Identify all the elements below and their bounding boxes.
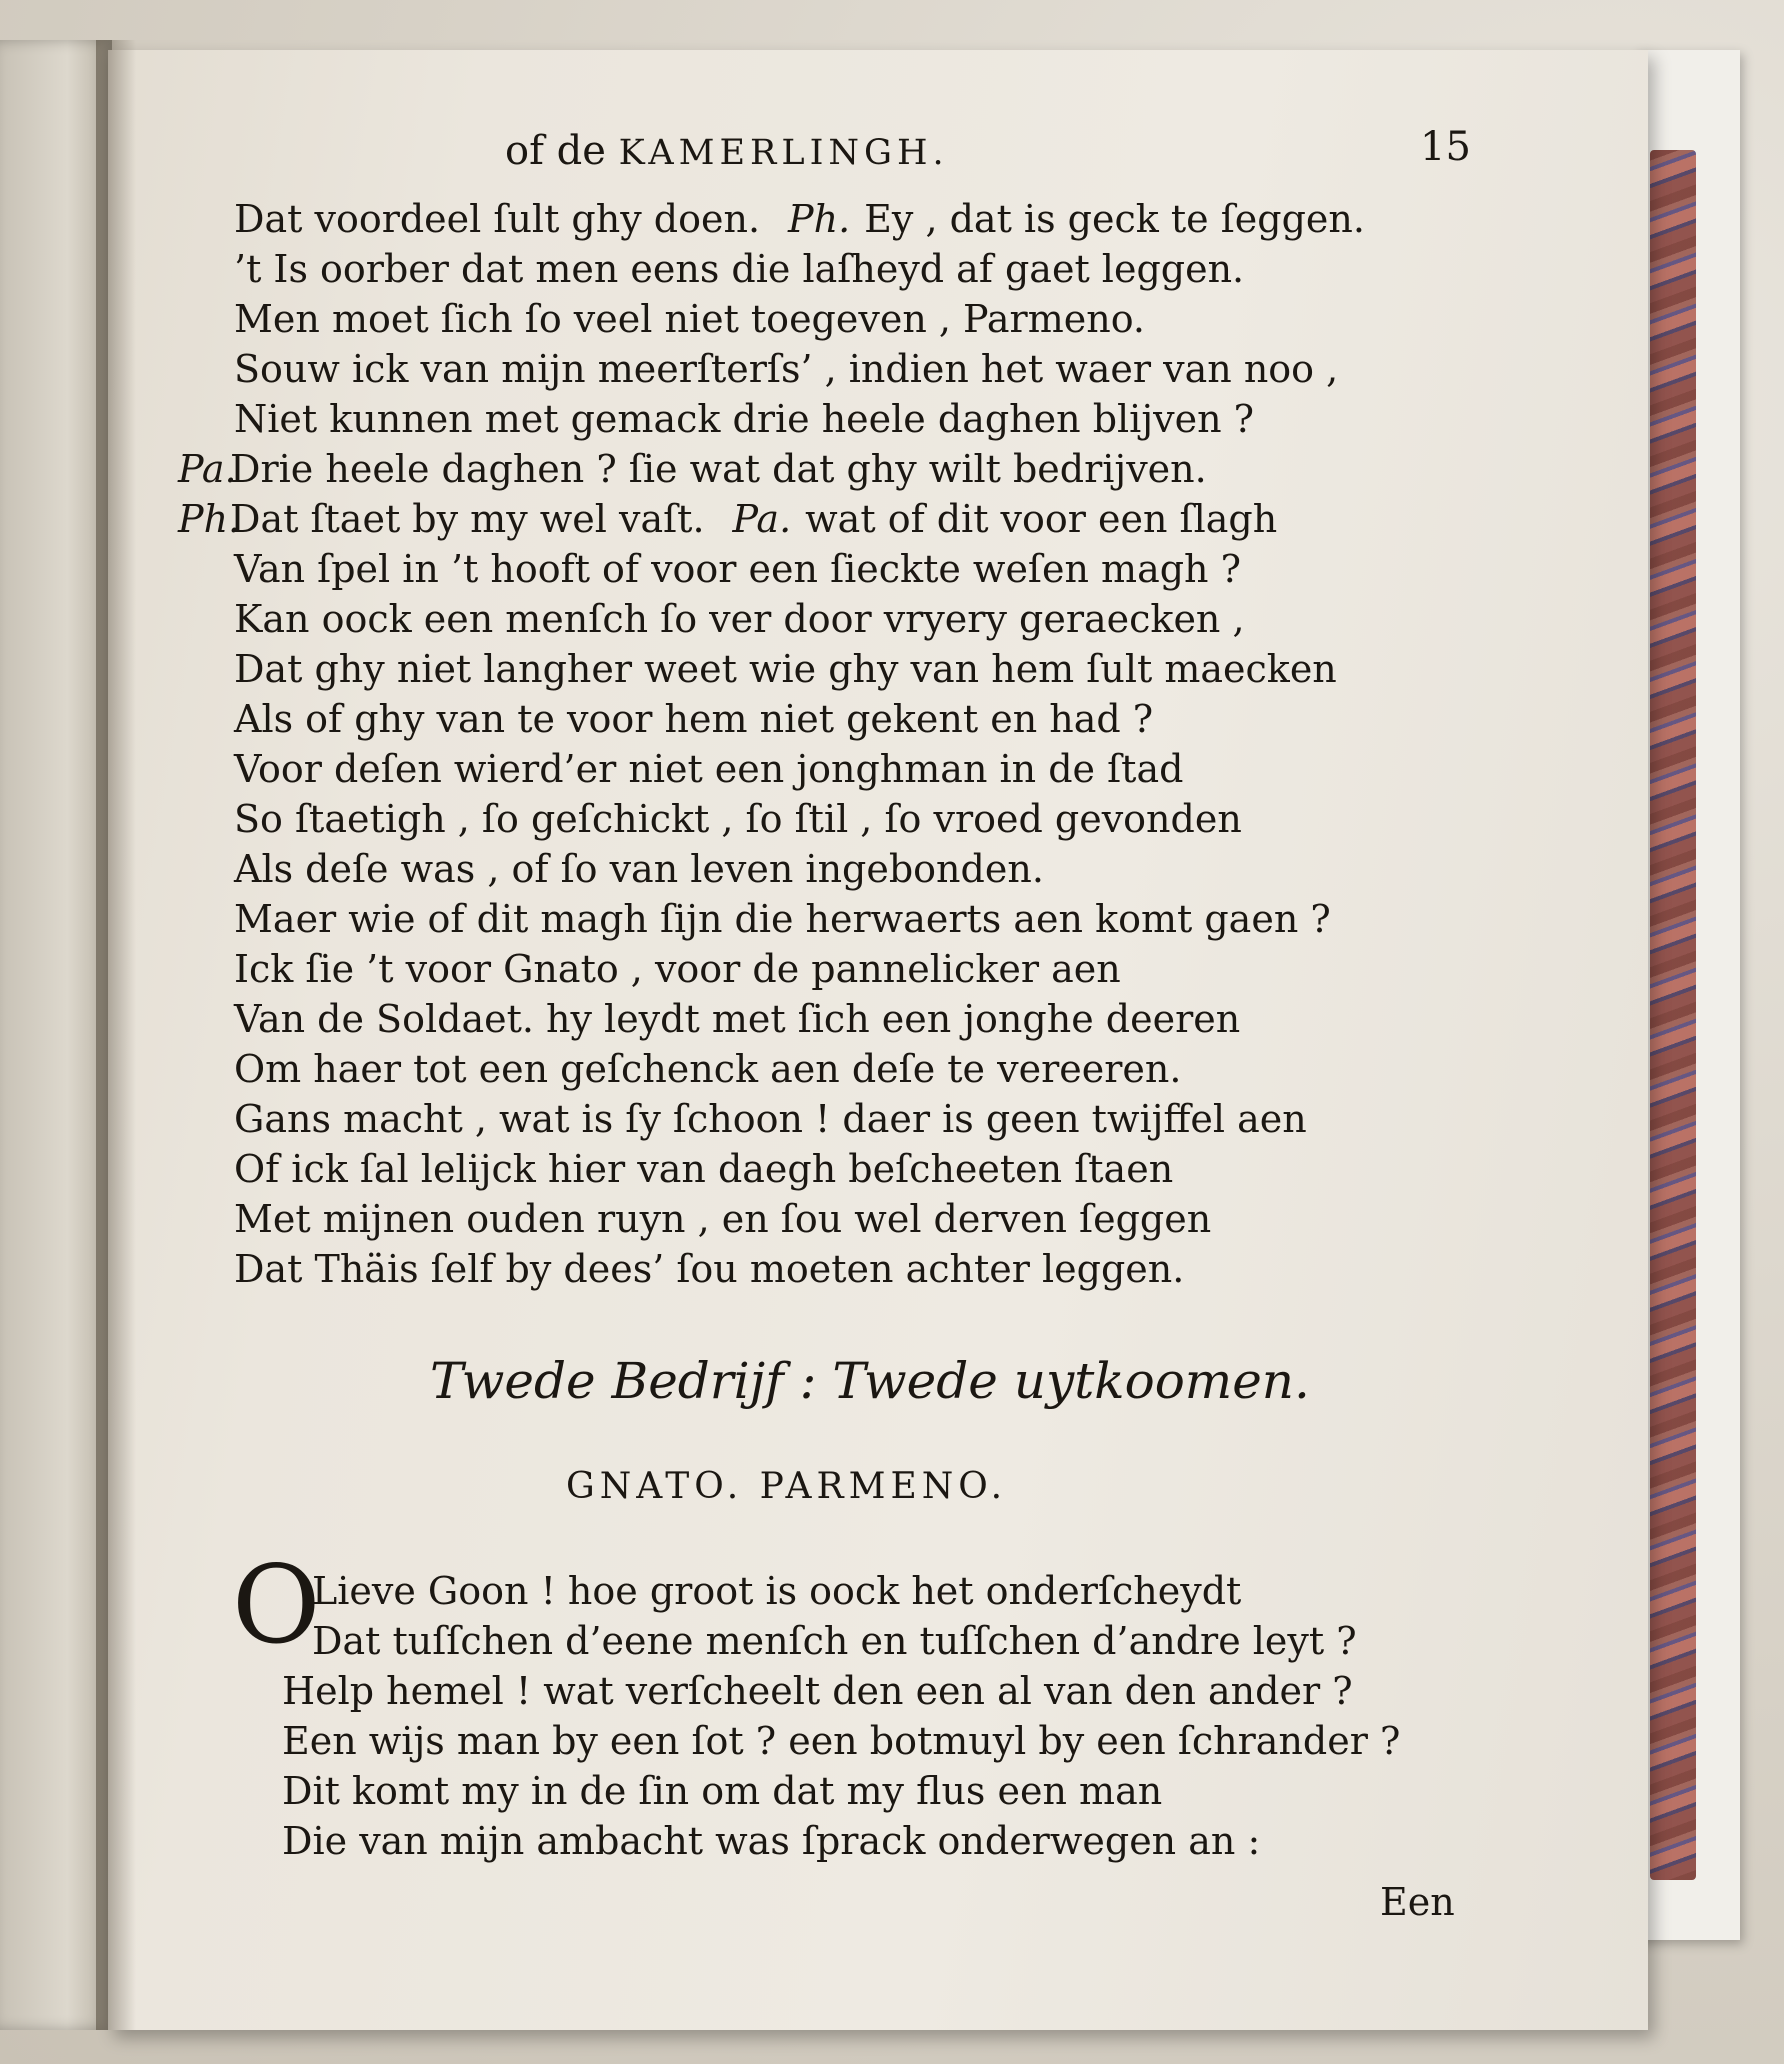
verse-text: Men moet ſich ſo veel niet toegeven , Parmeno.: [234, 297, 1145, 341]
verse-line: Dat tuſſchen d’eene menſch en tuſſchen d’andre leyt ?: [312, 1619, 1357, 1663]
verse-line: Lieve Goon ! hoe groot is oock het onderſcheydt: [312, 1569, 1242, 1613]
speaker-label: Ph.: [178, 497, 241, 541]
page-number: 15: [1420, 124, 1471, 170]
verse-text: Drie heele daghen ? ſie wat dat ghy wilt bedrijven.: [230, 447, 1207, 491]
verse-line: [234, 294, 1365, 344]
verse-line: [178, 494, 1365, 544]
verse-text: Als of ghy van te voor hem niet gekent en had ?: [234, 697, 1154, 741]
verse-line: [234, 994, 1365, 1044]
verse-text: Dat ghy niet langher weet wie ghy van hem ſult maecken: [234, 647, 1337, 691]
verse-text: So ſtaetigh , ſo geſchickt , ſo ſtil , ſo vroed gevonden: [234, 797, 1242, 841]
verse-line: [234, 794, 1365, 844]
verse-line: [234, 1144, 1365, 1194]
verse-line: [234, 244, 1365, 294]
verse-line: [234, 594, 1365, 644]
running-header-prefix: of de: [505, 128, 606, 174]
verse-line: Dit komt my in de ſin om dat my flus een man: [282, 1769, 1163, 1813]
verse-line: [234, 694, 1365, 744]
character-list: GNATO. PARMENO.: [566, 1466, 1008, 1507]
verse-text: Ick ſie ’t voor Gnato , voor de pannelicker aen: [234, 947, 1121, 991]
scene-heading: Twede Bedrijf : Twede uytkoomen.: [430, 1352, 1310, 1410]
verse-line: Die van mijn ambacht was ſprack onderwegen an :: [282, 1819, 1261, 1863]
verse-line: [234, 1244, 1365, 1294]
verse-text: Ey , dat is geck te ſeggen.: [864, 197, 1365, 241]
verse-block: [178, 194, 1365, 1294]
verse-text: Gans macht , wat is ſy ſchoon ! daer is geen twijffel aen: [234, 1097, 1307, 1141]
catchword: Een: [1380, 1880, 1455, 1924]
drop-capital: O: [232, 1543, 321, 1668]
verse-line: [234, 1194, 1365, 1244]
marbled-edge: [1650, 150, 1696, 1880]
speaker-label: Ph.: [788, 197, 851, 241]
verse-text: Van ſpel in ’t hooft of voor een ſieckte weſen magh ?: [234, 547, 1241, 591]
verse-text: Met mijnen ouden ruyn , en ſou wel derven ſeggen: [234, 1197, 1212, 1241]
verse-text: Kan oock een menſch ſo ver door vryery geraecken ,: [234, 597, 1245, 641]
verse-text: Maer wie of dit magh ſijn die herwaerts aen komt gaen ?: [234, 897, 1331, 941]
verse-line: Een wijs man by een ſot ? een botmuyl by een ſchrander ?: [282, 1719, 1401, 1763]
verse-line: [234, 894, 1365, 944]
verse-text: Niet kunnen met gemack drie heele daghen blijven ?: [234, 397, 1254, 441]
verse-line: [234, 544, 1365, 594]
verse-line: [234, 1044, 1365, 1094]
verse-line: [234, 394, 1365, 444]
verse-text: wat of dit voor een ſlagh: [805, 497, 1278, 541]
verse-block-2: [282, 1566, 1400, 1866]
verse-text: Dat ſtaet by my wel vaſt.: [230, 497, 705, 541]
speaker-label: Pa.: [178, 447, 237, 491]
verse-line: Help hemel ! wat verſcheelt den een al van den ander ?: [282, 1669, 1353, 1713]
verse-text: Van de Soldaet. hy leydt met ſich een jonghe deeren: [234, 997, 1241, 1041]
verse-text: ’t Is oorber dat men eens die laſheyd af gaet leggen.: [234, 247, 1245, 291]
verse-text: Als deſe was , of ſo van leven ingebonden.: [234, 847, 1044, 891]
verse-line: [234, 1094, 1365, 1144]
verse-text: Dat voordeel ſult ghy doen.: [234, 197, 761, 241]
verse-line: [234, 944, 1365, 994]
verse-text: Dat Thäis ſelf by dees’ ſou moeten achter leggen.: [234, 1247, 1185, 1291]
verse-text: Om haer tot een geſchenck aen deſe te vereeren.: [234, 1047, 1182, 1091]
speaker-label: Pa.: [732, 497, 792, 541]
verse-line: [234, 744, 1365, 794]
running-header-name: KAMERLINGH.: [618, 133, 949, 173]
verse-line: [234, 194, 1365, 244]
verse-line: [178, 444, 1365, 494]
verse-text: Of ick ſal lelijck hier van daegh beſcheeten ſtaen: [234, 1147, 1174, 1191]
verse-line: [234, 644, 1365, 694]
verse-text: Voor deſen wierd’er niet een jonghman in de ſtad: [234, 747, 1184, 791]
verse-line: [234, 844, 1365, 894]
running-header: [505, 128, 949, 174]
verse-text: Souw ick van mijn meerſterſs’ , indien het waer van noo ,: [234, 347, 1339, 391]
gutter-shadow: [96, 40, 136, 2030]
verse-line: [234, 344, 1365, 394]
